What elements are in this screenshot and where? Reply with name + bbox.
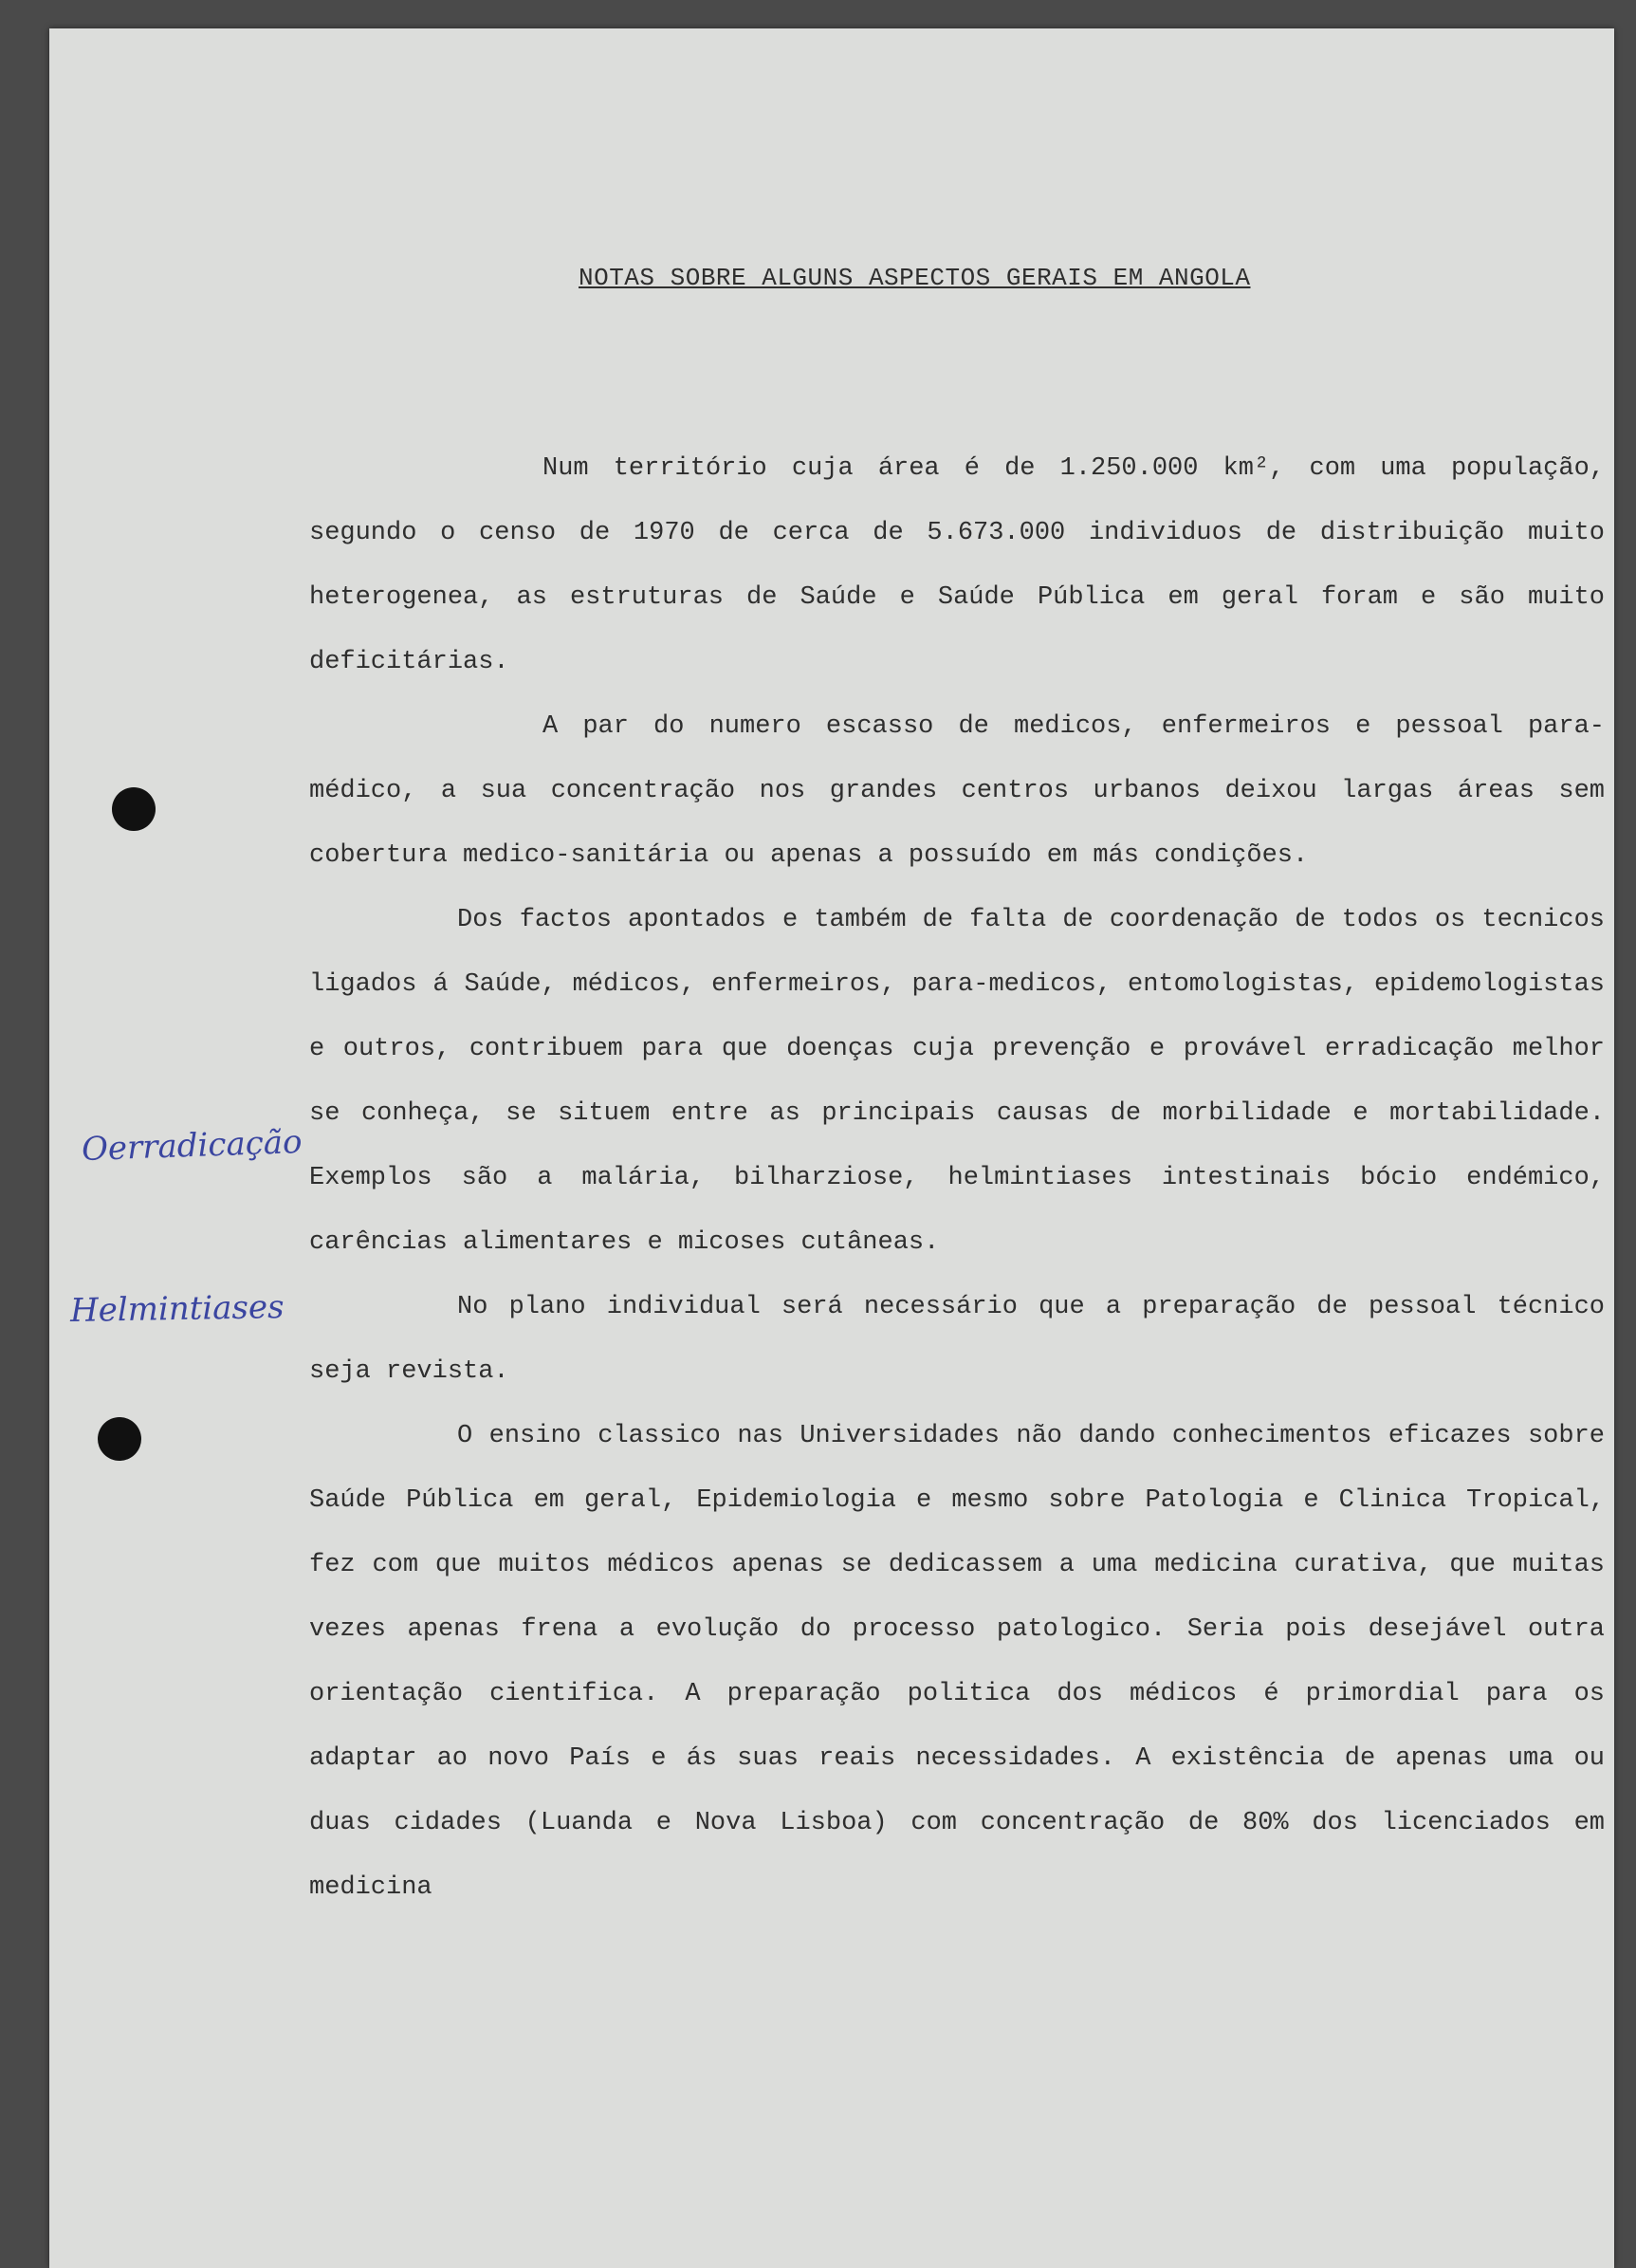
punch-hole bbox=[112, 787, 156, 831]
handwritten-margin-note: Helmintiases bbox=[69, 1288, 285, 1330]
handwritten-margin-note: Oerradicação bbox=[81, 1122, 303, 1170]
document-title: NOTAS SOBRE ALGUNS ASPECTOS GERAIS EM ANGOLA bbox=[579, 264, 1251, 292]
paragraph: O ensino classico nas Universidades não dando conhecimentos eficazes sobre Saúde Pública em geral, Epidemiologia e mesmo sobre Patologia e Clinica Tropical, fez com que muitos médicos apenas se dedicassem a uma medicina curativa, que muitas vezes apenas frena a evolução do processo patologico. Seria pois desejável outra orientação cientifica. A preparação politica dos médicos é primordial para os adaptar ao novo País e ás suas reais necessidades. A existência de apenas uma ou duas cidades (Luanda e Nova Lisboa) com concentração de 80% dos licenciados em medicina bbox=[309, 1422, 1605, 1902]
paragraph: A par do numero escasso de medicos, enfermeiros e pessoal para-médico, a sua concentração nos grandes centros urbanos deixou largas áreas sem cobertura medico-sanitária ou apenas a possuído em más condições. bbox=[309, 712, 1605, 870]
document-body bbox=[309, 436, 1605, 1920]
punch-hole bbox=[98, 1417, 141, 1461]
paragraph: Num território cuja área é de 1.250.000 km², com uma população, segundo o censo de 1970 de cerca de 5.673.000 individuos de distribuição muito heterogenea, as estruturas de Saúde e Saúde Pública em geral foram e são muito deficitárias. bbox=[309, 454, 1605, 676]
document-page bbox=[49, 28, 1614, 2268]
paragraph: No plano individual será necessário que a preparação de pessoal técnico seja revista. bbox=[309, 1293, 1605, 1386]
paragraph: Dos factos apontados e também de falta de coordenação de todos os tecnicos ligados á Saúde, médicos, enfermeiros, para-medicos, entomologistas, epidemologistas e outros, contribuem para que doenças cuja prevenção e provável erradicação melhor se conheça, se situem entre as principais causas de morbilidade e mortabilidade. Exemplos são a malária, bilharziose, helmintiases intestinais bócio endémico, carências alimentares e micoses cutâneas. bbox=[309, 906, 1605, 1257]
